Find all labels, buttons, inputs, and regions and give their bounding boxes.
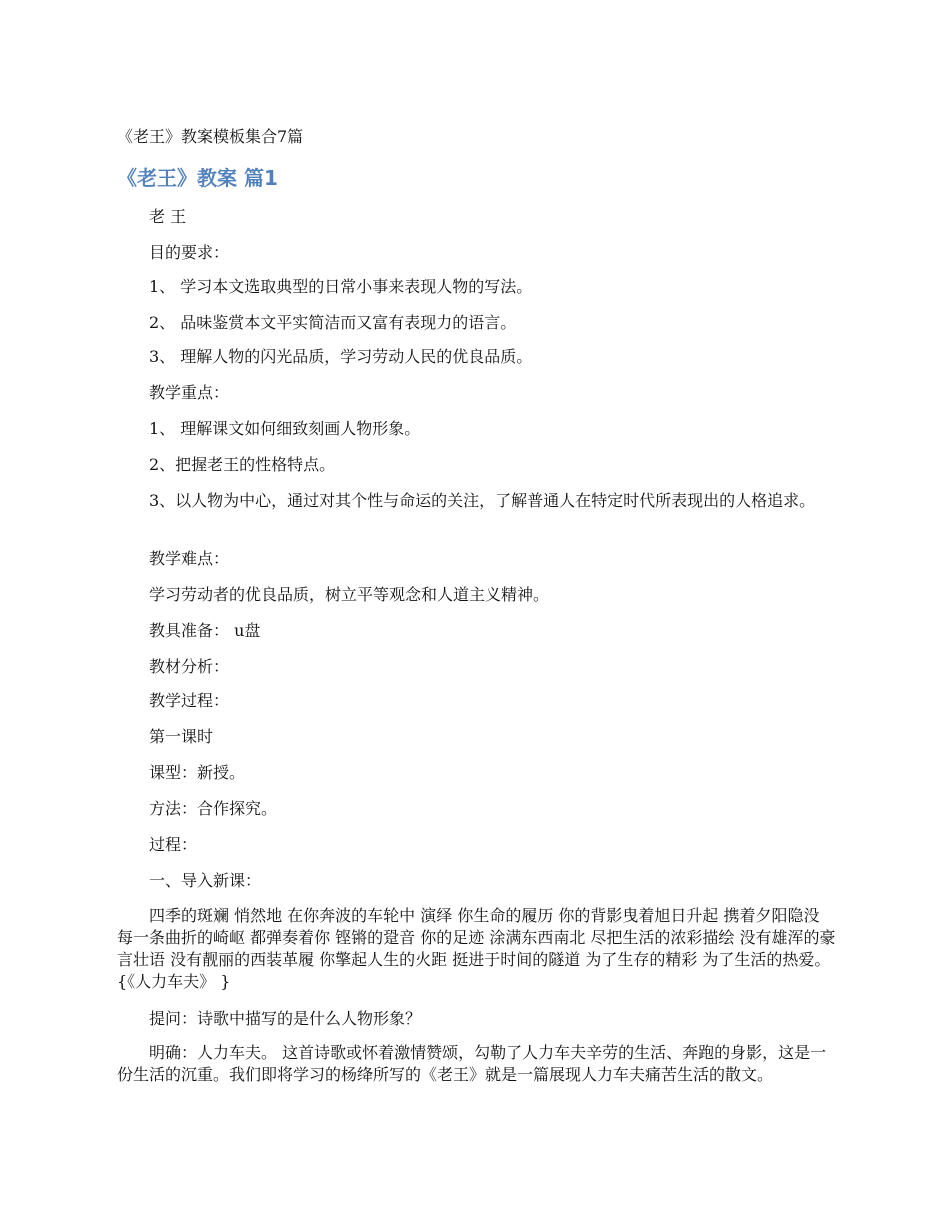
paragraph: 2、 品味鉴赏本文平实简洁而又富有表现力的语言。 (149, 313, 517, 332)
paragraph: 一、导入新课： (149, 871, 262, 890)
paragraph: 教学难点： (149, 549, 230, 568)
paragraph: 老 王 (149, 207, 187, 226)
paragraph: 学习劳动者的优良品质，树立平等观念和人道主义精神。 (149, 585, 550, 604)
paragraph: 2、把握老王的性格特点。 (149, 455, 336, 474)
paragraph: 方法：合作探究。 (149, 799, 278, 818)
paragraph: 教学重点： (149, 383, 230, 402)
paragraph: 第一课时 (149, 727, 214, 746)
paragraph: 教材分析： (149, 657, 230, 676)
paragraph: 3、以人物为中心，通过对其个性与命运的关注，了解普通人在特定时代所表现出的人格追求。 (149, 491, 816, 510)
paragraph: 目的要求： (149, 243, 230, 262)
paragraph: 教学过程： (149, 691, 230, 710)
paragraph: 3、 理解人物的闪光品质，学习劳动人民的优良品质。 (149, 347, 533, 366)
paragraph: 过程： (149, 835, 198, 854)
paragraph: 明确：人力车夫。 这首诗歌或怀着激情赞颂，勾勒了人力车夫辛劳的生活、奔跑的身影，这是一份生活的沉重。我们即将学习的杨绛所写的《老王》就是一篇展现人力车夫痛苦生活的散文。 (117, 1043, 827, 1084)
paragraph: 1、 学习本文选取典型的日常小事来表现人物的写法。 (149, 277, 533, 296)
section-heading: 《老王》教案 篇1 (117, 166, 278, 190)
paragraph: 提问：诗歌中描写的是什么人物形象？ (149, 1009, 422, 1028)
document-title: 《老王》教案模板集合7篇 (117, 127, 304, 146)
paragraph: 教具准备： u盘 (149, 621, 261, 640)
paragraph: 1、 理解课文如何细致刻画人物形象。 (149, 419, 421, 438)
paragraph: 四季的斑斓 悄然地 在你奔波的车轮中 演绎 你生命的履历 你的背影曳着旭日升起 携着夕阳隐没 每一条曲折的崎岖 都弹奏着你 铿锵的跫音 你的足迹 涂满东西南北 尽把生活的浓彩描绘 没有雄浑的豪言壮语 没有靓丽的西装革履 你擎起人生的火距 挺进于时间的隧道 为了生存的精彩 为了生活的热爱。{《人力车夫》 } (117, 906, 836, 991)
paragraph: 课型：新授。 (149, 763, 246, 782)
